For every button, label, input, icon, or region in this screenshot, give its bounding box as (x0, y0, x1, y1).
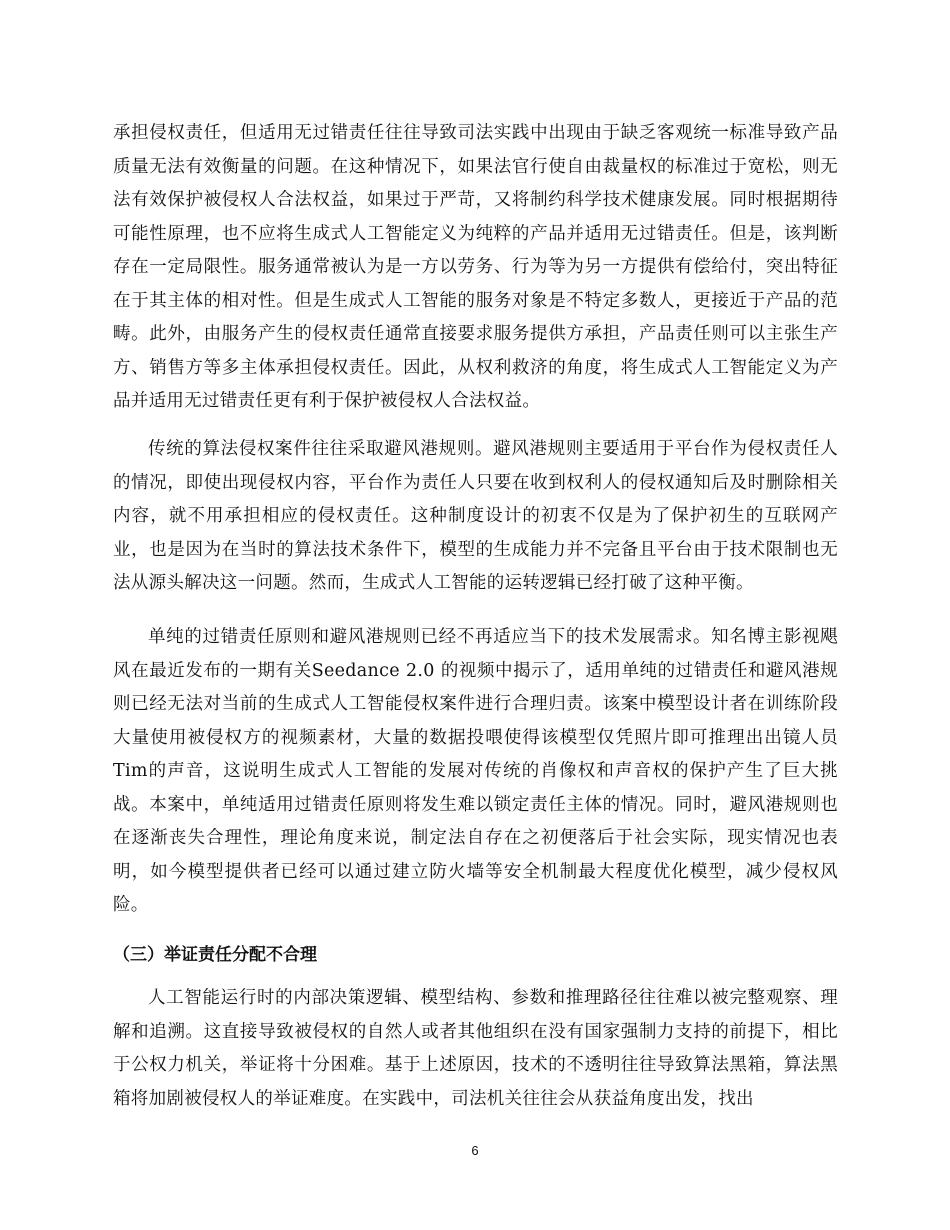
paragraph-safe-harbor: 传统的算法侵权案件往往采取避风港规则。避风港规则主要适用于平台作为侵权责任人的情况，即使出现侵权内容，平台作为责任人只要在收到权利人的侵权通知后及时删除相关内容，就不用承担相应的侵权责任。这种制度设计的初衷不仅是为了保护初生的互联网产业，也是因为在当时的算法技术条件下，模型的生成能力并不完备且平台由于技术限制也无法从源头解决这一问题。然而，生成式人工智能的运转逻辑已经打破了这种平衡。 (113, 439, 838, 593)
page-number: 6 (471, 1143, 479, 1158)
paragraph-fault-liability: 单纯的过错责任原则和避风港规则已经不再适应当下的技术发展需求。知名博主影视飓风在最近发布的一期有关Seedance 2.0 的视频中揭示了，适用单纯的过错责任和避风港规则已经无法对当前的生成式人工智能侵权案件进行合理归责。该案中模型设计者在训练阶段大量使用被侵权方的视频素材，大量的数据投喂使得该模型仅凭照片即可推理出出镜人员Tim的声音，这说明生成式人工智能的发展对传统的肖像权和声音权的保护产生了巨大挑战。本案中，单纯适用过错责任原则将发生难以锁定责任主体的情况。同时，避风港规则也在逐渐丧失合理性，理论角度来说，制定法自存在之初便落后于社会实际，现实情况也表明，如今模型提供者已经可以通过建立防火墙等安全机制最大程度优化模型，减少侵权风险。 (113, 627, 838, 915)
section-heading: （三）举证责任分配不合理 (113, 945, 317, 965)
paragraph-continuation: 承担侵权责任，但适用无过错责任往往导致司法实践中出现由于缺乏客观统一标准导致产品质量无法有效衡量的问题。在这种情况下，如果法官行使自由裁量权的标准过于宽松，则无法有效保护被侵权人合法权益，如果过于严苛，又将制约科学技术健康发展。同时根据期待可能性原理，也不应将生成式人工智能定义为纯粹的产品并适用无过错责任。但是，该判断存在一定局限性。服务通常被认为是一方以劳务、行为等为另一方提供有偿给付，突出特征在于其主体的相对性。但是生成式人工智能的服务对象是不特定多数人，更接近于产品的范畴。此外，由服务产生的侵权责任通常直接要求服务提供方承担，产品责任则可以主张生产方、销售方等多主体承担侵权责任。因此，从权利救济的角度，将生成式人工智能定义为产品并适用无过错责任更有利于保护被侵权人合法权益。 (113, 123, 838, 411)
paragraph-burden-of-proof: 人工智能运行时的内部决策逻辑、模型结构、参数和推理路径往往难以被完整观察、理解和追溯。这直接导致被侵权的自然人或者其他组织在没有国家强制力支持的前提下，相比于公权力机关，举证将十分困难。基于上述原因，技术的不透明往往导致算法黑箱，算法黑箱将加剧被侵权人的举证难度。在实践中，司法机关往往会从获益角度出发，找出 (113, 988, 838, 1109)
